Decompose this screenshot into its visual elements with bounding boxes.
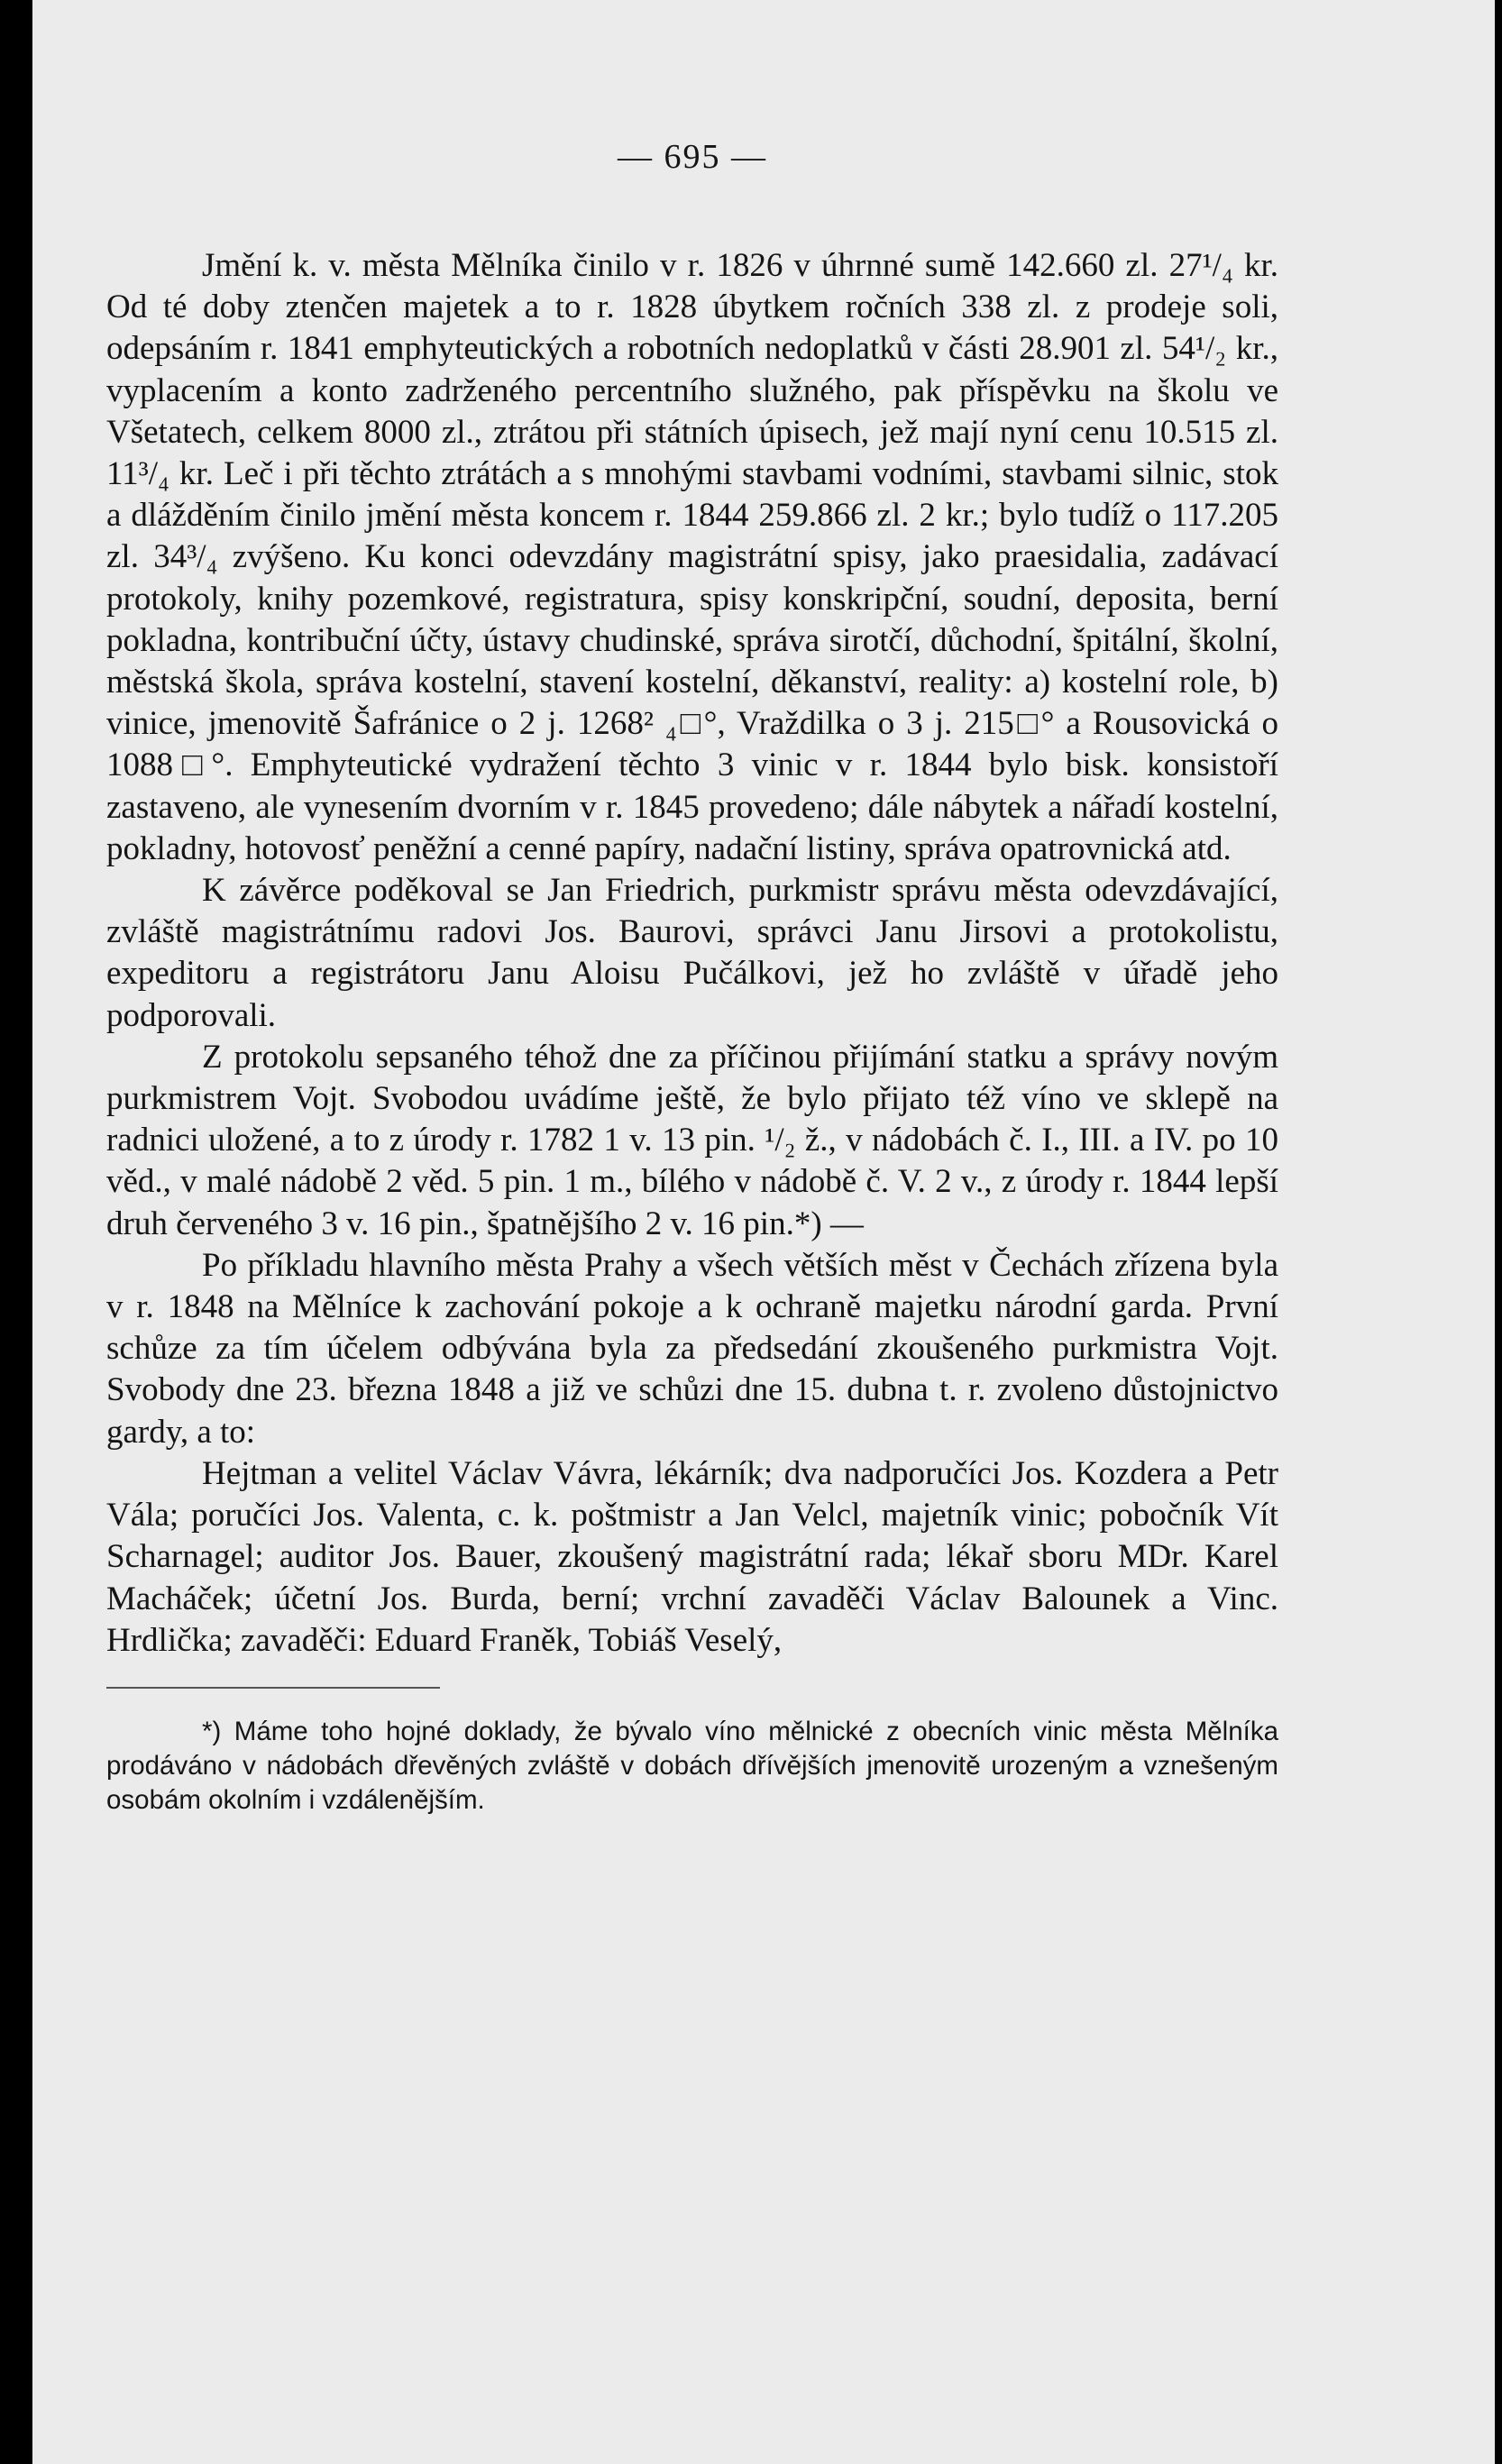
page-number: — 695 — [618, 138, 767, 176]
footnote-divider [106, 1687, 440, 1689]
paragraph-5: Hejtman a velitel Václav Vávra, lékárník; dva nadporučíci Jos. Kozdera a Petr Vála; poručíci Jos. Valenta, c. k. poštmistr a Jan Velcl, majetník vinic; pobočník Vít Scharnagel; auditor Jos. Bauer, zkoušený magistrátní rada; lékař sboru MDr. Karel Macháček; účetní Jos. Burda, berní; vrchní zavaděči Václav Balounek a Vinc. Hrdlička; zavaděči: Eduard Franěk, Tobiáš Veselý, [106, 1454, 1278, 1659]
paragraph-4: Po příkladu hlavního města Prahy a všech větších měst v Čechách zřízena byla v r. 1848 na Mělníce k zachování pokoje a k ochraně majetku národní garda. První schůze za tím účelem odbývána byla za předsedání zkoušeného purkmistra Vojt. Svobody dne 23. března 1848 a již ve schůzi dne 15. dubna t. r. zvoleno důstojnictvo gardy, a to: [106, 1246, 1278, 1451]
paragraph-1: Jmění k. v. města Mělníka činilo v r. 1826 v úhrnné sumě 142.660 zl. 27¹/₄ kr. Od té doby ztenčen majetek a to r. 1828 úbytkem ročních 338 zl. z prodeje soli, odepsáním r. 1841 emphyteutických a robotních nedoplatků v části 28.901 zl. 54¹/₂ kr., vyplacením a konto zadrženého percentního služného, pak příspěvku na školu ve Všetatech, celkem 8000 zl., ztrátou při státních úpisech, jež mají nyní cenu 10.515 zl. 11³/₄ kr. Leč i při těchto ztrátách a s mnohými stavbami vodními, stavbami silnic, stok a dlážděním činilo jmění města koncem r. 1844 259.866 zl. 2 kr.; bylo tudíž o 117.205 zl. 34³/₄ zvýšeno. Ku konci odevzdány magistrátní spisy, jako praesidalia, zadávací protokoly, knihy pozemkové, registratura, spisy konskripční, soudní, deposita, berní pokladna, kontribuční účty, ústavy chudinské, správa sirotčí, důchodní, špitální, školní, městská škola, správa kostelní, stavení kostelní, děkanství, reality: a) kostelní role, b) vinice, jmenovitě Šafránice o 2 j. 1268² ₄□°, Vraždilka o 3 j. 215□° a Rousovická o 1088□°. Emphyteutické vydražení těchto 3 vinic v r. 1844 bylo bisk. konsistoří zastaveno, ale vynesením dvorním v r. 1845 provedeno; dále nábytek a nářadí kostelní, pokladny, hotovosť peněžní a cenné papíry, nadační listiny, správa opatrovnická atd. [106, 247, 1278, 867]
scanned-page [32, 0, 1495, 2464]
paragraph-2: K závěrce poděkoval se Jan Friedrich, purkmistr správu města odevzdávající, zvláště magistrátnímu radovi Jos. Baurovi, správci Janu Jirsovi a protokolistu, expeditoru a registrátoru Janu Aloisu Pučálkovi, jež ho zvláště v úřadě jeho podporovali. [106, 872, 1278, 1034]
page-content [106, 135, 1278, 1845]
footnote: *) Máme toho hojné doklady, že bývalo víno mělnické z obecních vinic města Mělníka prodáváno v nádobách dřevěných zvláště v dobách dřívějších jmenovitě urozeným a vznešeným osobám okolním i vzdálenějším. [106, 1717, 1278, 1816]
paragraph-3: Z protokolu sepsaného téhož dne za příčinou přijímání statku a správy novým purkmistrem Vojt. Svobodou uvádíme ještě, že bylo přijato též víno ve sklepě na radnici uložené, a to z úrody r. 1782 1 v. 13 pin. ¹/₂ ž., v nádobách č. I., III. a IV. po 10 věd., v malé nádobě 2 věd. 5 pin. 1 m., bílého v nádobě č. V. 2 v., z úrody r. 1844 lepší druh červeného 3 v. 16 pin., špatnějšího 2 v. 16 pin.*) — [106, 1038, 1278, 1242]
